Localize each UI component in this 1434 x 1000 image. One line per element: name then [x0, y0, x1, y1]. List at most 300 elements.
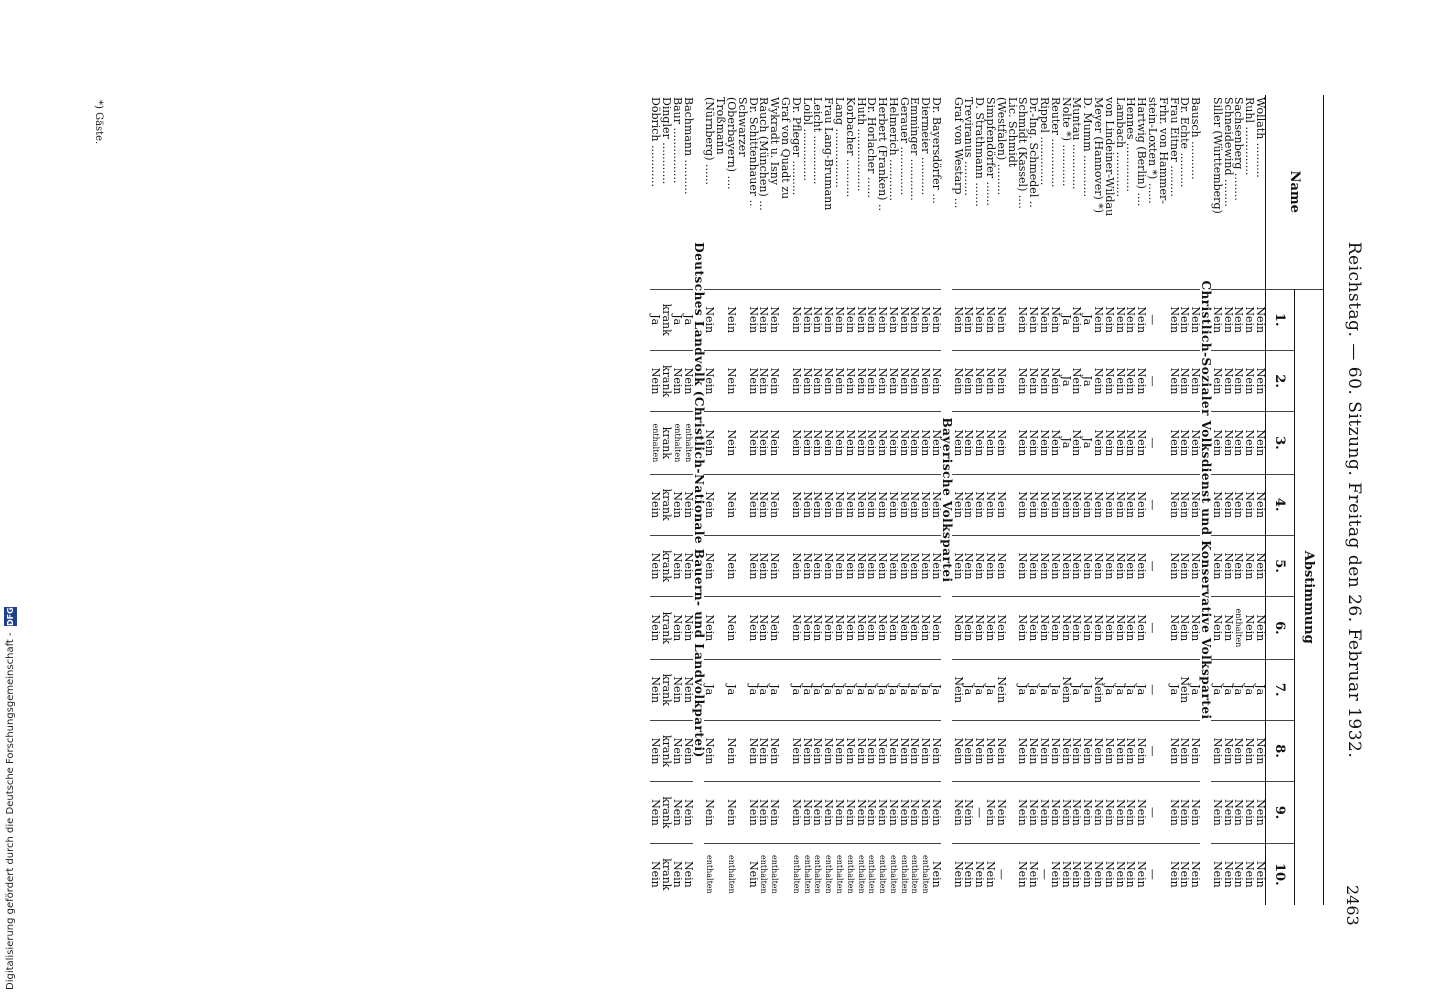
vote-cell: Ja	[898, 659, 909, 720]
vote-cell: Nein	[1243, 843, 1254, 905]
vote-cell: Nein	[866, 720, 877, 781]
vote-cell: Nein	[855, 412, 866, 474]
vote-cell: Nein	[1233, 350, 1244, 411]
vote-cell: Nein	[1189, 350, 1200, 411]
vote-cell: Nein	[671, 597, 682, 659]
vote-cell: Nein	[747, 474, 758, 535]
member-name: (Westfalen) .........	[994, 97, 1008, 196]
vote-cell: Nein	[833, 782, 844, 843]
member-name: Dr. Schittenhauer ..	[746, 97, 760, 207]
vote-cell: Nein	[973, 474, 984, 535]
vote-cell: Nein	[768, 597, 779, 659]
vote-cell: Ja	[1060, 289, 1071, 350]
vote-table	[650, 95, 1324, 905]
vote-cell: Nein	[887, 350, 898, 411]
vote-cell: —	[1146, 535, 1157, 596]
table-header-top	[1295, 95, 1324, 905]
vote-cell: Nein	[1103, 782, 1114, 843]
vote-cell: Nein	[650, 350, 661, 411]
vote-cell: Nein	[1233, 289, 1244, 350]
vote-cell: —	[1038, 843, 1049, 905]
member-name: Schmidt (Kassel) ....	[1016, 97, 1030, 209]
vote-cell: Nein	[963, 289, 974, 350]
vote-cell: Nein	[1243, 535, 1254, 596]
vote-cell: Nein	[920, 350, 931, 411]
vote-cell: Nein	[704, 720, 715, 781]
vote-cell: Ja	[984, 659, 995, 720]
vote-cell: Nein	[930, 782, 941, 843]
vote-cell: Nein	[876, 412, 887, 474]
vote-cell: Nein	[682, 659, 693, 720]
member-name: Gerauer ..............	[897, 97, 911, 196]
vote-cell: Ja	[920, 659, 931, 720]
vote-cell: Nein	[704, 535, 715, 596]
vote-cell: Nein	[1211, 412, 1222, 474]
vote-cell: Nein	[671, 843, 682, 905]
member-name: Bachmann ..........	[681, 97, 695, 195]
vote-cell: Nein	[704, 412, 715, 474]
vote-cell: Nein	[1254, 597, 1265, 659]
vote-cell: Nein	[1233, 720, 1244, 781]
vote-cell: Nein	[747, 535, 758, 596]
vote-cell: Nein	[995, 289, 1006, 350]
vote-cell: enthalten	[801, 843, 812, 905]
vote-cell: Nein	[1092, 289, 1103, 350]
vote-cell: Nein	[1254, 720, 1265, 781]
vote-cell: Ja	[725, 659, 736, 720]
vote-cell: enthalten	[790, 843, 801, 905]
vote-cell: Nein	[833, 350, 844, 411]
vote-cell: Nein	[1125, 289, 1136, 350]
vote-cell: Nein	[650, 659, 661, 720]
vote-cell: Nein	[1071, 412, 1082, 474]
vote-cell: Nein	[1114, 412, 1125, 474]
vote-cell: Nein	[844, 412, 855, 474]
vote-cell: Ja	[1081, 289, 1092, 350]
member-name: Diermeier ...........	[919, 97, 933, 196]
vote-cell: Nein	[909, 350, 920, 411]
vote-cell: Ja	[1114, 659, 1125, 720]
vote-cell: Nein	[1179, 289, 1190, 350]
vote-cell: Nein	[1092, 474, 1103, 535]
member-name: Lang .................	[832, 97, 846, 188]
member-name: Frau Lang-Brumann	[822, 97, 836, 211]
vote-cell: Nein	[1103, 474, 1114, 535]
vote-cell: Nein	[952, 659, 963, 720]
vote-cell: Nein	[1049, 474, 1060, 535]
vote-cell: Nein	[973, 597, 984, 659]
vote-cell: Nein	[1092, 412, 1103, 474]
vote-cell: Nein	[758, 412, 769, 474]
vote-cell: Nein	[1179, 474, 1190, 535]
vote-cell: Nein	[1135, 843, 1146, 905]
vote-cell: Nein	[1049, 289, 1060, 350]
vote-cell: Nein	[704, 474, 715, 535]
vote-cell: Nein	[1103, 843, 1114, 905]
vote-cell: Nein	[898, 412, 909, 474]
vote-cell: Nein	[833, 597, 844, 659]
vote-cell: Nein	[866, 350, 877, 411]
vote-cell: Ja	[758, 659, 769, 720]
vote-cell: Nein	[1243, 474, 1254, 535]
vote-cell: Nein	[995, 412, 1006, 474]
vote-cell: Nein	[866, 535, 877, 596]
vote-cell: enthalten	[822, 843, 833, 905]
vote-cell: Nein	[812, 474, 823, 535]
vote-cell: Nein	[833, 720, 844, 781]
vote-column-header: 1.	[1266, 289, 1295, 350]
table-row	[1027, 95, 1038, 905]
vote-cell: Ja	[1060, 412, 1071, 474]
vote-cell: Nein	[909, 782, 920, 843]
vote-cell: Nein	[1179, 597, 1190, 659]
vote-cell: Ja	[973, 659, 984, 720]
vote-cell: Nein	[1103, 597, 1114, 659]
vote-cell: Nein	[747, 412, 758, 474]
vote-cell: Ja	[876, 659, 887, 720]
vote-cell: Nein	[909, 720, 920, 781]
vote-cell: Nein	[1027, 720, 1038, 781]
table-row	[747, 95, 758, 905]
vote-cell: Nein	[909, 597, 920, 659]
vote-cell: Nein	[833, 289, 844, 350]
vote-cell: Ja	[682, 289, 693, 350]
member-name: Lic. Schmidt	[1005, 97, 1019, 168]
vote-cell: Nein	[973, 535, 984, 596]
vote-cell: Nein	[1092, 843, 1103, 905]
vote-cell: Nein	[822, 535, 833, 596]
vote-cell: Nein	[1179, 720, 1190, 781]
vote-cell: Nein	[790, 782, 801, 843]
vote-cell: Nein	[920, 412, 931, 474]
vote-cell: Nein	[650, 535, 661, 596]
vote-cell: krank	[660, 474, 671, 535]
vote-cell: Nein	[876, 720, 887, 781]
vote-cell: Nein	[747, 289, 758, 350]
page-header: Reichstag. — 60. Sitzung. Freitag den 26. Februar 1932.	[1344, 241, 1364, 759]
vote-cell: enthalten	[876, 843, 887, 905]
vote-cell: Nein	[952, 782, 963, 843]
vote-cell: Nein	[1092, 782, 1103, 843]
vote-cell: Nein	[1211, 289, 1222, 350]
member-name: Wollath ..........	[1254, 97, 1267, 178]
vote-cell: Nein	[812, 350, 823, 411]
vote-cell: Nein	[1211, 597, 1222, 659]
vote-cell: Nein	[790, 350, 801, 411]
vote-cell: Nein	[758, 782, 769, 843]
vote-cell: Nein	[1211, 782, 1222, 843]
vote-cell: Nein	[1060, 843, 1071, 905]
vote-cell: Nein	[1060, 659, 1071, 720]
member-name: D. Mumm ............	[1081, 97, 1095, 198]
vote-cell: Nein	[1038, 289, 1049, 350]
vote-cell: Nein	[1254, 289, 1265, 350]
vote-cell: Nein	[1179, 843, 1190, 905]
vote-cell: Nein	[1254, 474, 1265, 535]
member-name: von Lindeiner-Wildau	[1102, 97, 1116, 217]
vote-cell: Nein	[1027, 474, 1038, 535]
vote-cell: Nein	[973, 720, 984, 781]
vote-cell: Ja	[855, 659, 866, 720]
vote-cell: Nein	[963, 782, 974, 843]
vote-cell: Nein	[801, 289, 812, 350]
vote-cell	[736, 843, 747, 905]
vote-cell: Nein	[1189, 843, 1200, 905]
abstimmung-header: Abstimmung	[1295, 289, 1324, 905]
vote-cell: Nein	[930, 535, 941, 596]
vote-cell: Nein	[1071, 782, 1082, 843]
vote-cell: Nein	[1027, 289, 1038, 350]
vote-cell: Nein	[1254, 535, 1265, 596]
vote-cell: Nein	[1189, 597, 1200, 659]
vote-cell: Nein	[682, 535, 693, 596]
vote-cell: Ja	[930, 659, 941, 720]
member-name: Dingler ............	[660, 97, 674, 185]
vote-cell: Nein	[920, 782, 931, 843]
member-name: Baur ................	[670, 97, 684, 184]
vote-cell: Nein	[1243, 720, 1254, 781]
vote-cell: Nein	[984, 720, 995, 781]
vote-cell: krank	[660, 350, 671, 411]
vote-cell: Nein	[844, 597, 855, 659]
vote-cell: Nein	[1027, 412, 1038, 474]
vote-cell: Nein	[1038, 720, 1049, 781]
member-name: Schwarzer	[735, 97, 749, 157]
vote-cell: Nein	[704, 289, 715, 350]
vote-cell: Ja	[812, 659, 823, 720]
vote-cell: Nein	[1071, 474, 1082, 535]
vote-cell: Nein	[1060, 782, 1071, 843]
vote-cell: Ja	[963, 659, 974, 720]
vote-cell: Nein	[1017, 843, 1028, 905]
member-name: Siller (Württemberg)	[1210, 97, 1224, 214]
member-name: Troßmann	[714, 97, 728, 155]
vote-cell: Nein	[1168, 720, 1179, 781]
vote-cell: Nein	[790, 474, 801, 535]
vote-cell: krank	[660, 289, 671, 350]
vote-cell: krank	[660, 843, 671, 905]
vote-cell: Nein	[1135, 412, 1146, 474]
vote-cell: Nein	[768, 535, 779, 596]
vote-cell: Ja	[1233, 659, 1244, 720]
vote-cell: Nein	[1049, 535, 1060, 596]
vote-cell: Nein	[876, 535, 887, 596]
vote-cell: enthalten	[671, 412, 682, 474]
vote-cell: Nein	[1168, 289, 1179, 350]
vote-cell: Nein	[898, 782, 909, 843]
vote-cell: Nein	[1114, 289, 1125, 350]
vote-cell: Nein	[1114, 843, 1125, 905]
party-name: Deutsches Landvolk (Christlich-Nationale Bauern- und Landvolkpartei)	[691, 242, 706, 758]
vote-cell: Nein	[1060, 597, 1071, 659]
vote-cell: Nein	[1038, 597, 1049, 659]
vote-cell: krank	[660, 659, 671, 720]
member-name: Graf von Quadt zu	[778, 97, 792, 200]
vote-cell: Nein	[995, 659, 1006, 720]
vote-cell: Nein	[768, 289, 779, 350]
vote-cell: Nein	[973, 412, 984, 474]
vote-cell: Nein	[1189, 782, 1200, 843]
vote-cell: Nein	[887, 597, 898, 659]
vote-cell: Nein	[1049, 720, 1060, 781]
member-name: Ruhl ..............	[1243, 97, 1257, 176]
vote-cell: Nein	[963, 843, 974, 905]
vote-cell: Nein	[1049, 597, 1060, 659]
vote-cell: Nein	[984, 597, 995, 659]
vote-cell: Nein	[1222, 782, 1233, 843]
vote-cell: Nein	[1233, 535, 1244, 596]
member-name: Wykradt u. Isny	[768, 97, 782, 186]
vote-cell: Nein	[1114, 597, 1125, 659]
member-name: Hartwig (Berlin) ....	[1135, 97, 1149, 207]
vote-cell: Ja	[833, 659, 844, 720]
vote-cell: Nein	[887, 474, 898, 535]
vote-cell: Nein	[812, 782, 823, 843]
member-name: Frhr. von Hammer-	[1156, 97, 1170, 204]
vote-cell: krank	[660, 782, 671, 843]
vote-cell: —	[1146, 843, 1157, 905]
vote-cell: Nein	[920, 720, 931, 781]
vote-cell: —	[1146, 289, 1157, 350]
vote-cell: enthalten	[920, 843, 931, 905]
member-name: Treviranus ..........	[962, 97, 976, 196]
vote-cell: —	[1146, 597, 1157, 659]
vote-cell: enthalten	[758, 843, 769, 905]
member-name: Dr.-Ing. Schmedel ..	[1027, 97, 1041, 208]
vote-cell: Nein	[1060, 474, 1071, 535]
vote-cell: Nein	[930, 412, 941, 474]
vote-cell: Nein	[1125, 535, 1136, 596]
vote-cell: Nein	[887, 412, 898, 474]
vote-cell: Nein	[801, 720, 812, 781]
vote-cell: Nein	[1071, 720, 1082, 781]
vote-cell: Nein	[671, 659, 682, 720]
vote-cell: Nein	[844, 350, 855, 411]
vote-cell: Nein	[768, 350, 779, 411]
vote-cell: enthalten	[725, 843, 736, 905]
vote-cell: Nein	[1071, 289, 1082, 350]
member-name: Frau Eitner .........	[1167, 97, 1181, 197]
name-column-header: Name	[1266, 95, 1324, 289]
vote-cell: Nein	[1125, 474, 1136, 535]
vote-cell: Nein	[1211, 720, 1222, 781]
vote-cell: Nein	[1081, 474, 1092, 535]
vote-cell: Nein	[952, 350, 963, 411]
vote-cell: Nein	[995, 535, 1006, 596]
member-name: Helmerich ............	[886, 97, 900, 202]
vote-cell: Nein	[952, 843, 963, 905]
vote-cell: Nein	[1222, 350, 1233, 411]
vote-cell: Nein	[758, 535, 769, 596]
vote-cell: Nein	[822, 350, 833, 411]
member-name: Herbert (Franken) ..	[876, 97, 890, 211]
vote-cell: Nein	[768, 412, 779, 474]
vote-cell: Nein	[995, 782, 1006, 843]
vote-cell: Nein	[822, 289, 833, 350]
vote-cell: Nein	[671, 474, 682, 535]
vote-cell: Nein	[1038, 350, 1049, 411]
vote-cell: Nein	[682, 843, 693, 905]
vote-cell: Nein	[725, 597, 736, 659]
member-name: Dr. Bayersdörfer ...	[930, 97, 944, 204]
vote-cell: Nein	[747, 843, 758, 905]
vote-cell: Nein	[866, 782, 877, 843]
vote-cell: Nein	[833, 474, 844, 535]
vote-cell: Nein	[930, 843, 941, 905]
vote-cell: Nein	[1168, 782, 1179, 843]
vote-cell: Nein	[671, 535, 682, 596]
vote-cell: Nein	[1243, 350, 1254, 411]
vote-cell: Nein	[995, 720, 1006, 781]
vote-cell: enthalten	[650, 412, 661, 474]
vote-cell: Nein	[822, 597, 833, 659]
vote-cell: Nein	[920, 289, 931, 350]
vote-cell: Nein	[1179, 412, 1190, 474]
vote-cell: Ja	[887, 659, 898, 720]
vote-cell: Nein	[768, 474, 779, 535]
member-name: Graf von Westarp ...	[951, 97, 965, 209]
vote-cell: Nein	[909, 535, 920, 596]
vote-cell: Nein	[768, 782, 779, 843]
vote-cell: Ja	[1060, 350, 1071, 411]
vote-cell: Ja	[790, 659, 801, 720]
vote-cell	[779, 843, 790, 905]
vote-cell: Nein	[952, 720, 963, 781]
vote-column-header: 4.	[1266, 474, 1295, 535]
vote-column-header: 10.	[1266, 843, 1295, 905]
vote-cell: Ja	[1211, 659, 1222, 720]
vote-cell: Nein	[1114, 535, 1125, 596]
vote-cell: Nein	[822, 474, 833, 535]
vote-cell: Nein	[855, 535, 866, 596]
vote-cell: Nein	[801, 412, 812, 474]
vote-cell: Nein	[725, 350, 736, 411]
vote-cell: Nein	[930, 597, 941, 659]
vote-cell: Nein	[1125, 350, 1136, 411]
vote-cell: Nein	[920, 474, 931, 535]
member-name: Lambach .............	[1113, 97, 1127, 198]
vote-cell: Nein	[930, 350, 941, 411]
vote-cell: Ja	[1243, 659, 1254, 720]
vote-cell: Ja	[1081, 659, 1092, 720]
vote-cell: Nein	[1060, 720, 1071, 781]
vote-column-header: 5.	[1266, 535, 1295, 596]
member-name: Nolte *) ............	[1059, 97, 1073, 187]
vote-cell: Nein	[952, 474, 963, 535]
member-name: Bausch ...........	[1189, 97, 1203, 180]
vote-cell: Nein	[747, 720, 758, 781]
member-name: stein-Loxten *) ......	[1146, 97, 1160, 204]
vote-cell: Nein	[1222, 289, 1233, 350]
vote-cell: Nein	[973, 843, 984, 905]
vote-cell: Nein	[855, 289, 866, 350]
vote-cell: Nein	[1049, 350, 1060, 411]
vote-cell: —	[1146, 782, 1157, 843]
vote-cell: Nein	[1222, 474, 1233, 535]
vote-cell: Nein	[1168, 412, 1179, 474]
vote-cell: Nein	[963, 720, 974, 781]
vote-cell: Nein	[1027, 535, 1038, 596]
vote-cell: Ja	[671, 289, 682, 350]
vote-cell: Nein	[898, 597, 909, 659]
vote-cell: Nein	[1135, 350, 1146, 411]
vote-cell: Nein	[801, 474, 812, 535]
vote-cell: Nein	[790, 535, 801, 596]
table-row	[973, 95, 984, 905]
vote-cell: Nein	[898, 474, 909, 535]
vote-cell: Nein	[1168, 474, 1179, 535]
vote-cell: Nein	[930, 474, 941, 535]
